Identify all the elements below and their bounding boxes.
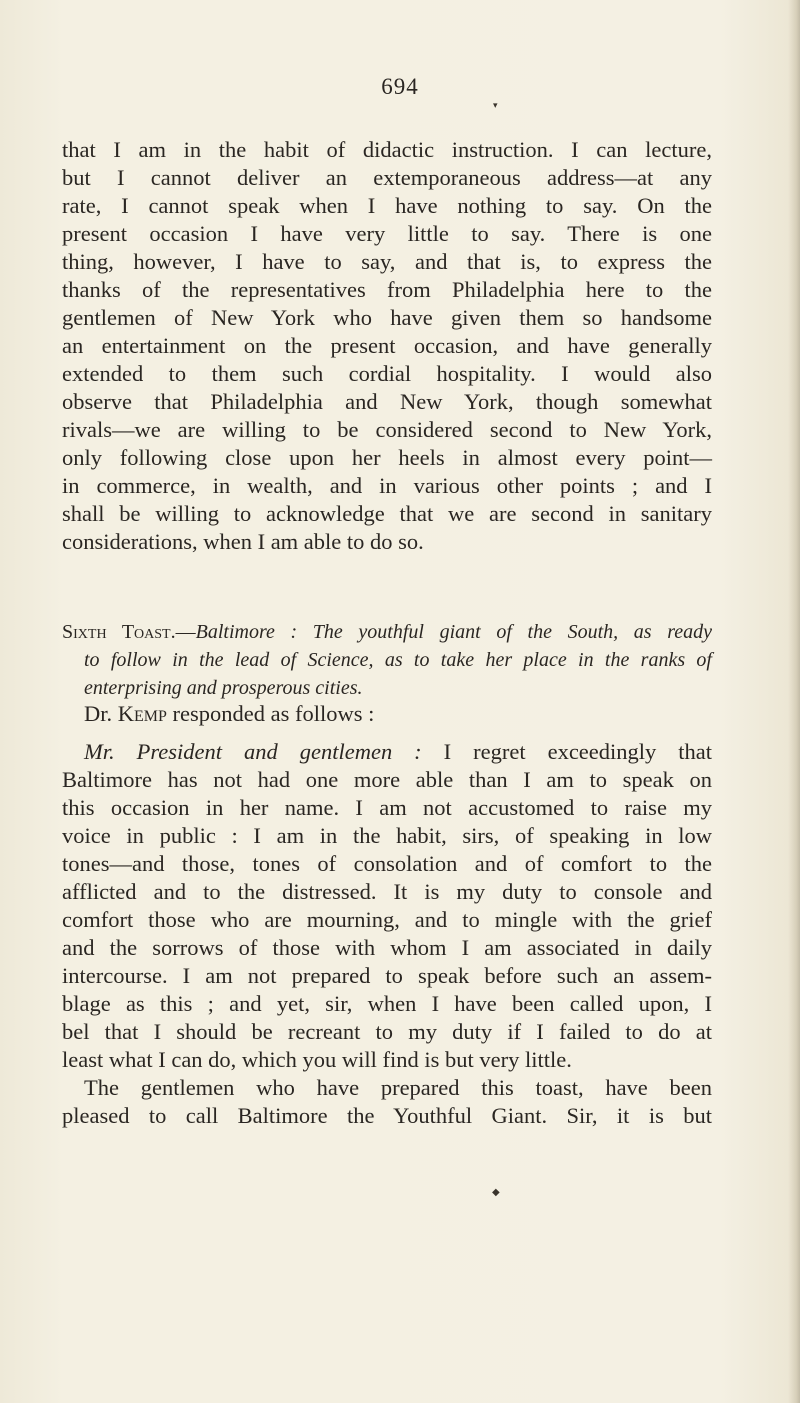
- text-line: rivals—we are willing to be considered second to New York,: [62, 417, 712, 442]
- text-line: considerations, when I am able to do so.: [62, 529, 424, 554]
- text-line: afflicted and to the distressed. It is my duty to console and: [62, 879, 712, 904]
- text-line: Baltimore has not had one more able than I am to speak on: [62, 767, 712, 792]
- text-line: this occasion in her name. I am not accustomed to raise my: [62, 795, 712, 820]
- speech-first-line: [62, 738, 712, 766]
- text-line: least what I can do, which you will find is but very little.: [62, 1047, 572, 1072]
- print-mark: ◆: [492, 1187, 500, 1198]
- text-line: bel that I should be recreant to my duty if I failed to do at: [62, 1019, 712, 1044]
- responder-prefix: Dr.: [84, 701, 118, 726]
- speech-first-line-text: I regret exceedingly that: [421, 739, 712, 764]
- text-line: The gentlemen who have prepared this toast, have been: [84, 1075, 712, 1100]
- text-line: blage as this ; and yet, sir, when I have been called upon, I: [62, 991, 712, 1016]
- text-line: an entertainment on the present occasion, and have generally: [62, 333, 712, 358]
- text-line: gentlemen of New York who have given them so handsome: [62, 305, 712, 330]
- page-edge-shadow: [788, 0, 800, 1403]
- toast-line-3: enterprising and prosperous cities.: [84, 677, 363, 699]
- text-line: that I am in the habit of didactic instruction. I can lecture,: [62, 137, 712, 162]
- toast-line-1: [62, 618, 712, 646]
- text-line: voice in public : I am in the habit, sirs, of speaking in low: [62, 823, 712, 848]
- text-line: but I cannot deliver an extemporaneous address—at any: [62, 165, 712, 190]
- toast-label: Sixth Toast.: [62, 621, 176, 643]
- print-mark: ▾: [493, 100, 498, 110]
- responder-suffix: responded as follows :: [166, 701, 375, 726]
- text-line: present occasion I have very little to say. There is one: [62, 221, 712, 246]
- text-line: thanks of the representatives from Philadelphia here to the: [62, 277, 712, 302]
- responder-line: [62, 700, 712, 728]
- toast-paragraph: [62, 618, 712, 702]
- text-line: pleased to call Baltimore the Youthful Giant. Sir, it is but: [62, 1103, 712, 1128]
- text-line: tones—and those, tones of consolation and of comfort to the: [62, 851, 712, 876]
- responder-name: Kemp: [117, 701, 167, 726]
- text-line: observe that Philadelphia and New York, though somewhat: [62, 389, 712, 414]
- toast-text: Baltimore : The youthful giant of the South, as ready: [195, 621, 712, 643]
- text-line: shall be willing to acknowledge that we are second in sanitary: [62, 501, 712, 526]
- paragraph-hospitality: [62, 136, 712, 556]
- toast-line-2: to follow in the lead of Science, as to take her place in the ranks of: [84, 649, 712, 671]
- text-line: in commerce, in wealth, and in various other points ; and I: [62, 473, 712, 498]
- responder-text: [62, 700, 712, 728]
- toast-dash: —: [175, 621, 196, 643]
- text-line: thing, however, I have to say, and that is, to express the: [62, 249, 712, 274]
- salutation: Mr. President and gentlemen :: [84, 739, 422, 764]
- text-line: intercourse. I am not prepared to speak before such an assem-: [62, 963, 712, 988]
- text-line: only following close upon her heels in almost every point—: [62, 445, 712, 470]
- text-line: rate, I cannot speak when I have nothing to say. On the: [62, 193, 712, 218]
- page-number: 694: [381, 74, 419, 99]
- paragraph-kemp-speech: [62, 738, 712, 1130]
- text-line: and the sorrows of those with whom I am associated in daily: [62, 935, 712, 960]
- text-line: comfort those who are mourning, and to mingle with the grief: [62, 907, 712, 932]
- text-line: extended to them such cordial hospitality. I would also: [62, 361, 712, 386]
